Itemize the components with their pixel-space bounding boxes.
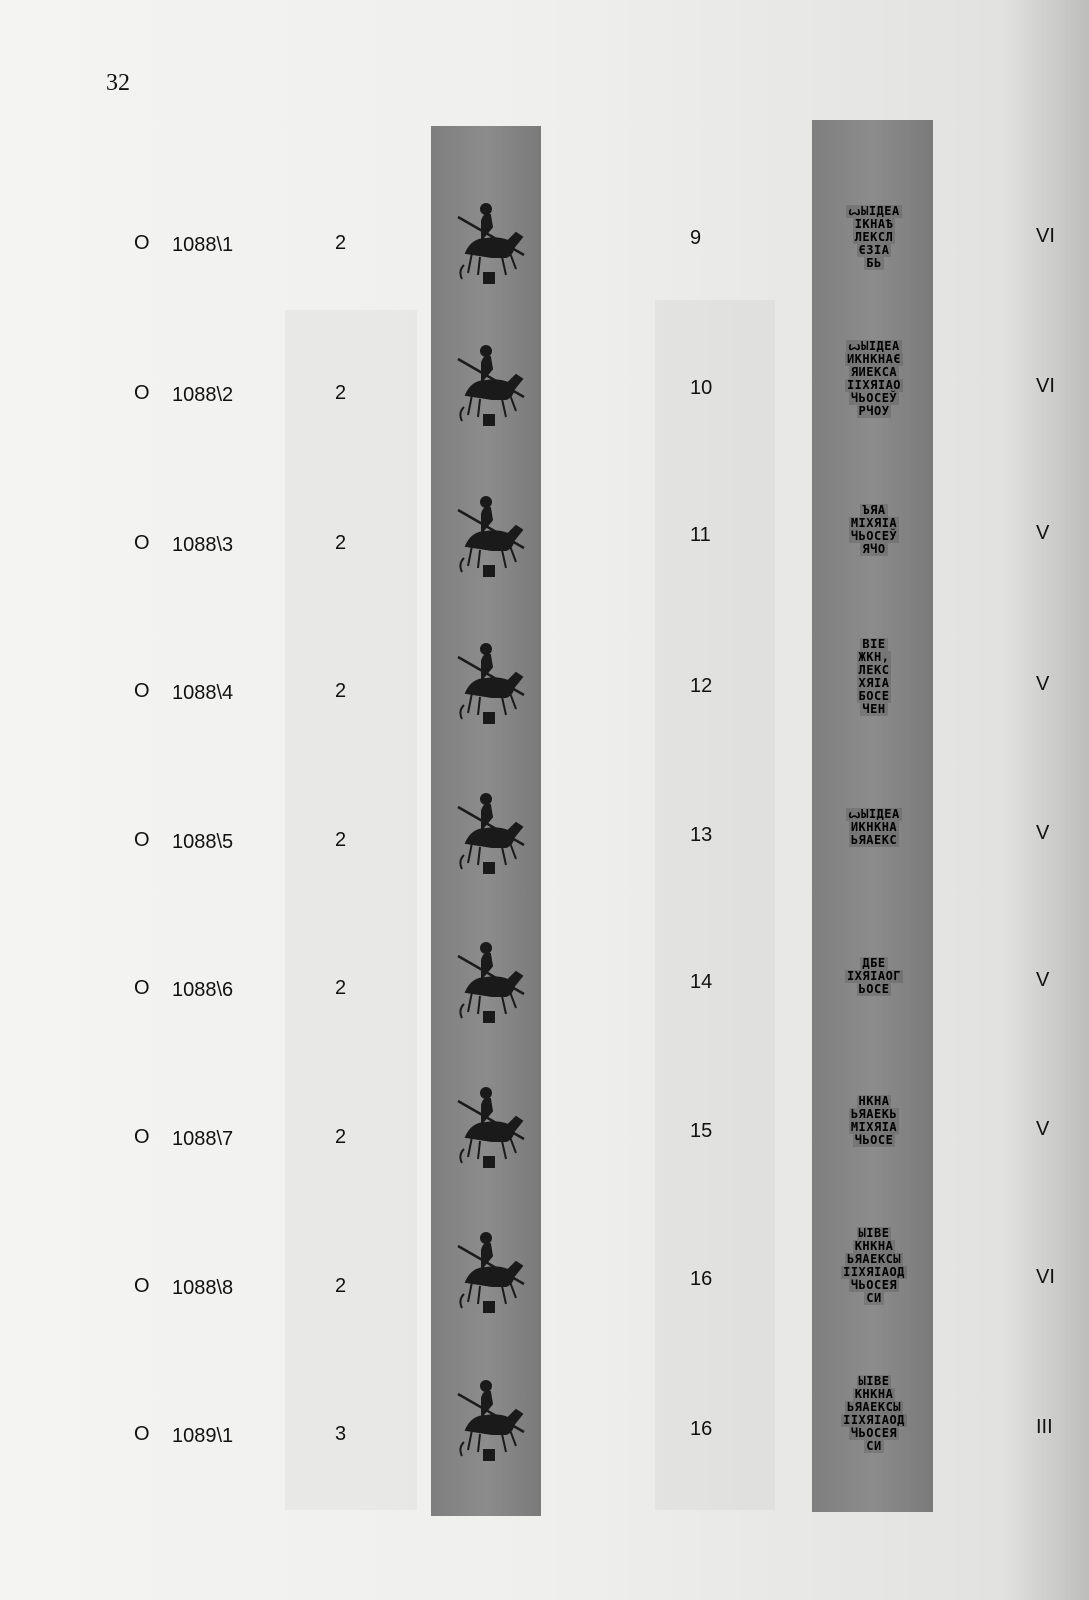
coin-id: 1088\5 — [172, 831, 234, 853]
coin-reverse-inscription — [822, 480, 926, 580]
inscription-line: МІХЯІА — [850, 1120, 898, 1134]
reverse-die-number: 3 — [335, 1423, 347, 1445]
horseman-icon — [452, 785, 528, 877]
coin-obverse-image — [448, 1220, 532, 1320]
reverse-die-number: 2 — [335, 1126, 347, 1148]
inscription-line: ІХЯІАОГ — [846, 968, 902, 983]
group-numeral: V — [1036, 522, 1050, 544]
coin-id: 1088\8 — [172, 1277, 234, 1299]
coin-id: 1088\3 — [172, 534, 234, 556]
inscription-line: ЧЬОСЕЯ — [850, 1426, 898, 1440]
inscription-line: ЫІВЕ — [858, 1226, 890, 1240]
group-numeral: VI — [1036, 375, 1055, 397]
row-type-label: O — [134, 1423, 150, 1445]
obverse-die-number: 14 — [690, 971, 713, 993]
coin-id: 1089\1 — [172, 1425, 234, 1447]
inscription-line: ЬЯАЕКСЫ — [846, 1252, 902, 1266]
inscription-line: ЪЯА — [862, 503, 886, 517]
coin-reverse-inscription — [822, 1071, 926, 1171]
horseman-icon — [452, 337, 528, 429]
coin-obverse-image — [448, 781, 532, 881]
inscription-line: ВІЕ — [862, 637, 886, 651]
horseman-icon — [452, 1372, 528, 1464]
reverse-die-number: 2 — [335, 532, 347, 554]
inscription-line: ИКНКНА — [850, 819, 898, 834]
coin-reverse-inscription — [822, 777, 926, 877]
inscription-line: ЛЕКС — [858, 663, 890, 677]
group-numeral: V — [1036, 1118, 1050, 1140]
reverse-die-number: 2 — [335, 1275, 347, 1297]
horseman-icon — [452, 195, 528, 287]
coin-obverse-image — [448, 191, 532, 291]
inscription-line: ЧЬОСЕ — [854, 1133, 894, 1147]
coin-reverse-inscription — [822, 926, 926, 1026]
page-number: 32 — [106, 70, 130, 96]
group-numeral: V — [1036, 673, 1050, 695]
inscription-line: ХЯІА — [858, 676, 890, 690]
coin-obverse-image — [448, 484, 532, 584]
coin-id: 1088\7 — [172, 1128, 234, 1150]
row-type-label: O — [134, 532, 150, 554]
inscription-line: ІІХЯІАО — [846, 378, 902, 392]
inscription-line: ꙍЫІДЕА — [848, 339, 900, 353]
reverse-die-number: 2 — [335, 977, 347, 999]
obverse-die-number: 16 — [690, 1268, 713, 1290]
coin-id: 1088\1 — [172, 234, 234, 256]
coin-reverse-inscription — [822, 1364, 926, 1464]
coin-id: 1088\6 — [172, 979, 234, 1001]
coin-reverse-inscription — [822, 187, 926, 287]
obverse-die-number: 15 — [690, 1120, 713, 1142]
horseman-icon — [452, 1079, 528, 1171]
inscription-line: ІІХЯІАОД — [843, 1413, 905, 1427]
obverse-die-number: 9 — [690, 227, 702, 249]
coin-id: 1088\2 — [172, 384, 234, 406]
inscription-line: ЬОСЕ — [858, 981, 890, 996]
coin-obverse-image — [448, 1368, 532, 1468]
inscription-line: ЧЬОСЕЯ — [850, 1278, 898, 1292]
reverse-die-number: 2 — [335, 382, 347, 404]
row-type-label: O — [134, 232, 150, 254]
reverse-die-number: 2 — [335, 680, 347, 702]
inscription-line: ЧЬОСЕЎ — [850, 529, 898, 543]
row-type-label: O — [134, 1126, 150, 1148]
inscription-line: ꙍЫІДЕА — [848, 806, 900, 821]
inscription-line: ЯИЕКСА — [850, 365, 898, 379]
inscription-line: СИ — [866, 1291, 882, 1305]
group-numeral: VI — [1036, 1266, 1055, 1288]
inscription-line: ꙍЫІДЕА — [848, 203, 900, 218]
coin-obverse-image — [448, 930, 532, 1030]
horseman-icon — [452, 1224, 528, 1316]
row-type-label: O — [134, 829, 150, 851]
group-numeral: V — [1036, 822, 1050, 844]
inscription-line: ЬЯАЕКЬ — [850, 1107, 898, 1121]
inscription-line: ИКНКНАЄ — [846, 352, 902, 366]
obverse-die-number: 13 — [690, 824, 713, 846]
group-numeral: V — [1036, 969, 1050, 991]
inscription-line: КНКНА — [854, 1387, 894, 1401]
inscription-line: ЬЯАЕКСЫ — [846, 1400, 902, 1414]
horseman-icon — [452, 635, 528, 727]
coin-reverse-inscription — [822, 329, 926, 429]
coin-id: 1088\4 — [172, 682, 234, 704]
inscription-line: ЫІВЕ — [858, 1374, 890, 1388]
row-type-label: O — [134, 382, 150, 404]
inscription-line: ІІХЯІАОД — [843, 1265, 905, 1279]
inscription-line: МІХЯІА — [850, 516, 898, 530]
inscription-line: СИ — [866, 1439, 882, 1453]
coin-obverse-image — [448, 333, 532, 433]
inscription-line: ЛЕКСЛ — [854, 229, 894, 244]
horseman-icon — [452, 488, 528, 580]
inscription-line: КНКНА — [854, 1239, 894, 1253]
coin-obverse-image — [448, 631, 532, 731]
inscription-line: ДБЕ — [862, 955, 886, 970]
obverse-die-number: 12 — [690, 675, 713, 697]
group-numeral: VI — [1036, 225, 1055, 247]
inscription-line: ЧЕН — [862, 702, 886, 716]
inscription-line: БОСЕ — [858, 689, 890, 703]
inscription-line: РЧОУ — [858, 404, 890, 418]
inscription-line: ЧЬОСЕЎ — [850, 391, 898, 405]
inscription-line: ЄЗІА — [858, 242, 890, 257]
bleed-through-shade — [285, 310, 417, 1510]
inscription-line: ІКНАѢ — [854, 216, 894, 231]
inscription-line: НКНА — [858, 1094, 890, 1108]
reverse-die-number: 2 — [335, 232, 347, 254]
obverse-die-number: 10 — [690, 377, 713, 399]
inscription-line: ЯЧО — [862, 542, 886, 556]
coin-reverse-inscription — [822, 627, 926, 727]
reverse-die-number: 2 — [335, 829, 347, 851]
group-numeral: III — [1036, 1416, 1053, 1438]
obverse-die-number: 11 — [690, 524, 711, 546]
bleed-through-shade — [655, 300, 775, 1510]
row-type-label: O — [134, 680, 150, 702]
inscription-line: ЬЯАЕКС — [850, 832, 898, 847]
obverse-die-number: 16 — [690, 1418, 713, 1440]
coin-reverse-inscription — [822, 1216, 926, 1316]
inscription-line: ЖКН, — [858, 650, 890, 664]
row-type-label: O — [134, 977, 150, 999]
inscription-line: БЬ — [866, 255, 882, 270]
horseman-icon — [452, 934, 528, 1026]
row-type-label: O — [134, 1275, 150, 1297]
coin-obverse-image — [448, 1075, 532, 1175]
